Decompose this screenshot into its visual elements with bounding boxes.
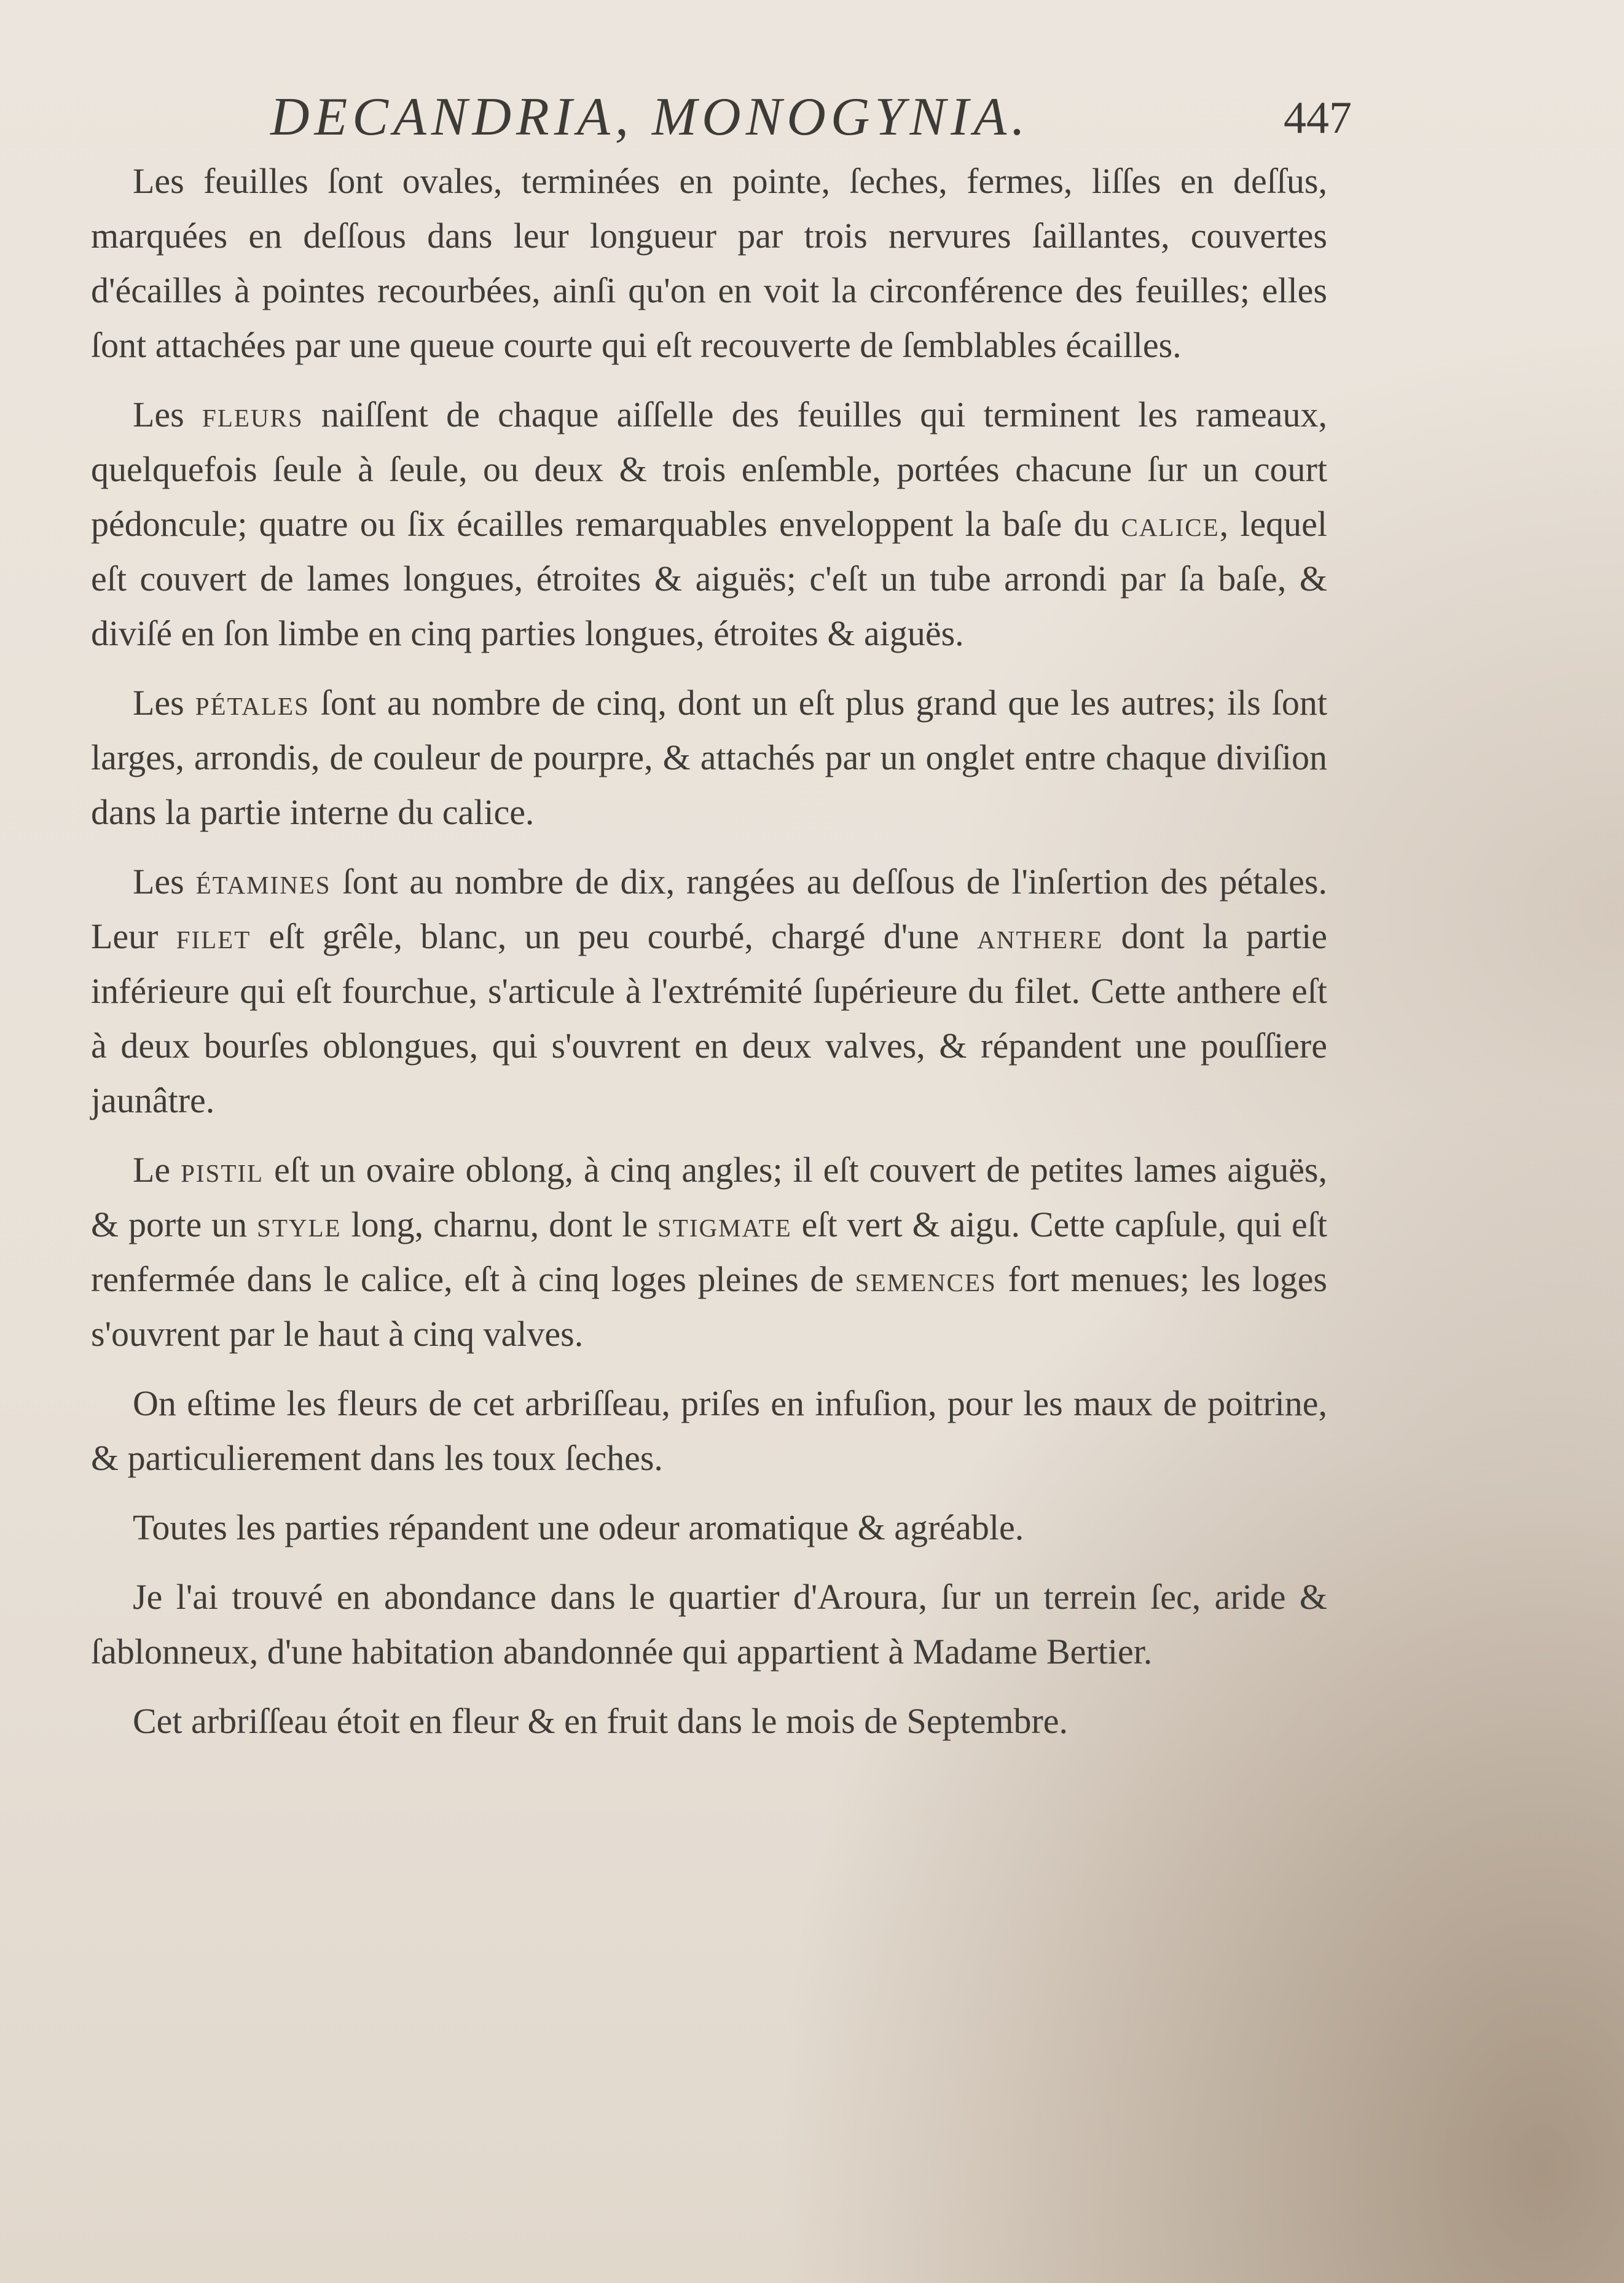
term-stigmate: stigmate [657,1204,792,1244]
text-run: eſt grêle, blanc, un peu courbé, chargé d'une [251,916,978,956]
term-filet: filet [176,916,251,956]
paragraph-pistil [91,1142,1327,1361]
paragraph-petals [91,675,1327,839]
term-style: style [257,1204,342,1244]
paragraph-stamens [91,854,1327,1128]
text-run: On eſtime les fleurs de cet arbriſſeau, priſes en infuſion, pour les maux de poitrine, & particulierement dans les toux ſeches. [91,1383,1327,1478]
paragraph-habitat [91,1570,1327,1679]
term-calice: calice [1121,504,1220,544]
term-semences: semences [855,1259,997,1299]
page-header [246,86,1352,154]
text-run: dont la partie inférieure qui eſt fourchue, s'articule à l'extrémité ſupérieure du filet. Cette anthere eſt à deux bourſes oblongues, qui s'ouvrent en deux valves, & répandent une pouſſiere jaunâtre. [91,916,1327,1120]
text-run: Les [133,395,203,434]
text-run: Je l'ai trouvé en abondance dans le quartier d'Aroura, ſur un terrein ſec, aride & ſablonneux, d'une habitation abandonnée qui appartient à Madame Bertier. [91,1577,1327,1672]
term-anthere: anthere [977,916,1104,956]
paragraph-leaves [91,154,1327,372]
text-run: eſt un ovaire oblong, à cinq angles; il eſt couvert de petites lames aiguës, & porte un [91,1150,1328,1244]
text-run: Toutes les parties répandent une odeur aromatique & agréable. [133,1507,1024,1547]
text-run: Les [133,683,195,723]
body-text [91,154,1327,1763]
term-petales: pétales [195,683,310,723]
text-run: naiſſent de chaque aiſſelle des feuilles qui terminent les rameaux, quelquefois ſeule à ſeule, ou deux & trois enſemble, portées chacune ſur un court pédoncule; quatre ou ſix écailles remarquables enveloppent la baſe du [91,395,1327,544]
text-run: , lequel eſt couvert de lames longues, étroites & aiguës; c'eſt un tube arrondi par ſa baſe, & diviſé en ſon limbe en cinq parties longues, étroites & aiguës. [91,504,1327,653]
text-run: ſont au nombre de dix, rangées au deſſous de l'inſertion des pétales. Leur [91,862,1327,956]
text-run: Le [133,1150,181,1190]
paragraph-odour [91,1500,1327,1555]
running-head: DECANDRIA, MONOGYNIA. [270,87,1030,147]
term-pistil: pistil [181,1150,264,1190]
text-run: Les [133,862,196,902]
text-run: Cet arbriſſeau étoit en fleur & en fruit dans le mois de Septembre. [133,1701,1069,1741]
paragraph-uses [91,1376,1327,1485]
term-fleurs: fleurs [202,395,304,434]
text-run: Les feuilles ſont ovales, terminées en pointe, ſeches, fermes, liſſes en deſſus, marquées en deſſous dans leur longueur par trois nervures ſaillantes, couvertes d'écailles à pointes recourbées, ainſi qu'on en voit la circonférence des feuilles; elles ſont attachées par une queue courte qui eſt recouverte de ſemblables écailles. [91,161,1327,365]
page-number: 447 [1284,93,1352,143]
paragraph-flowers [91,387,1327,661]
text-run: ſont au nombre de cinq, dont un eſt plus grand que les autres; ils ſont larges, arrondis, de couleur de pourpre, & attachés par un onglet entre chaque diviſion dans la partie interne du calice. [91,683,1327,832]
term-etamines: étamines [195,862,331,902]
text-run: fort menues; les loges s'ouvrent par le haut à cinq valves. [91,1259,1328,1354]
paragraph-flowering [91,1694,1327,1748]
text-run: eſt vert & aigu. Cette capſule, qui eſt renfermée dans le calice, eſt à cinq loges pleines de [91,1204,1328,1299]
text-run: long, charnu, dont le [341,1204,657,1244]
